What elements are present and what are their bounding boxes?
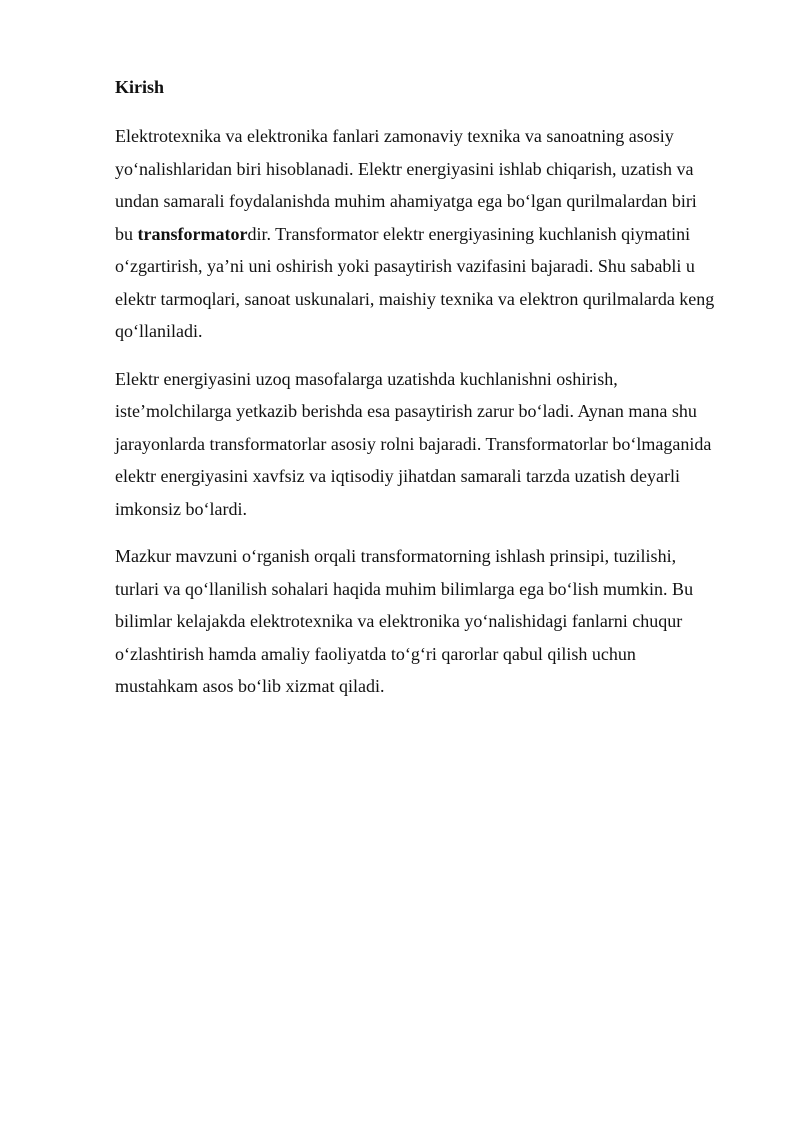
paragraph-1-line-5: o‘zgartirish, ya’ni uni oshirish yoki pasaytirish vazifasini bajaradi. Shu sababli u xyxy=(115,256,695,276)
paragraph-3 xyxy=(115,540,745,703)
paragraph-2-line-2: iste’molchilarga yetkazib berishda esa pasaytirish zarur bo‘ladi. Aynan mana shu xyxy=(115,401,697,421)
line-4-suffix: dir. Transformator elektr energiyasining kuchlanish qiymatini xyxy=(247,223,691,244)
paragraph-3-line-1: Mazkur mavzuni o‘rganish orqali transformatorning ishlash prinsipi, tuzilishi, xyxy=(115,546,677,566)
paragraph-3-line-2: turlari va qo‘llanilish sohalari haqida muhim bilimlarga ega bo‘lish mumkin. Bu xyxy=(115,578,694,599)
paragraph-2 xyxy=(115,363,745,526)
bold-term-transformator: transformator xyxy=(137,223,248,244)
paragraph-1-line-7: qo‘llaniladi. xyxy=(115,321,203,341)
paragraph-1-line-1: Elektrotexnika va elektronika fanlari zamonaviy texnika va sanoatning asosiy xyxy=(115,126,674,146)
document-page xyxy=(115,74,745,718)
paragraph-1-line-6: elektr tarmoqlari, sanoat uskunalari, maishiy texnika va elektron qurilmalarda keng xyxy=(115,288,715,309)
paragraph-1 xyxy=(115,120,745,348)
paragraph-3-line-3: bilimlar kelajakda elektrotexnika va elektronika yo‘nalishidagi fanlarni chuqur xyxy=(115,611,683,631)
paragraph-3-line-5: mustahkam asos bo‘lib xizmat qiladi. xyxy=(115,676,385,696)
paragraph-2-line-4: elektr energiyasini xavfsiz va iqtisodiy jihatdan samarali tarzda uzatish deyarli xyxy=(115,466,680,486)
paragraph-3-line-4: o‘zlashtirish hamda amaliy faoliyatda to‘g‘ri qarorlar qabul qilish uchun xyxy=(115,643,636,664)
paragraph-1-line-2: yo‘nalishlaridan biri hisoblanadi. Elektr energiyasini ishlab chiqarish, uzatish va xyxy=(115,158,694,179)
paragraph-1-line-4 xyxy=(115,218,745,251)
paragraph-1-line-3: undan samarali foydalanishda muhim ahamiyatga ega bo‘lgan qurilmalardan biri xyxy=(115,191,697,211)
line-4-prefix: bu xyxy=(115,223,138,244)
section-heading: Kirish xyxy=(115,77,165,97)
paragraph-2-line-5: imkonsiz bo‘lardi. xyxy=(115,498,247,519)
paragraph-2-line-3: jarayonlarda transformatorlar asosiy rolni bajaradi. Transformatorlar bo‘lmaganida xyxy=(115,433,712,454)
paragraph-2-line-1: Elektr energiyasini uzoq masofalarga uzatishda kuchlanishni oshirish, xyxy=(115,368,618,389)
